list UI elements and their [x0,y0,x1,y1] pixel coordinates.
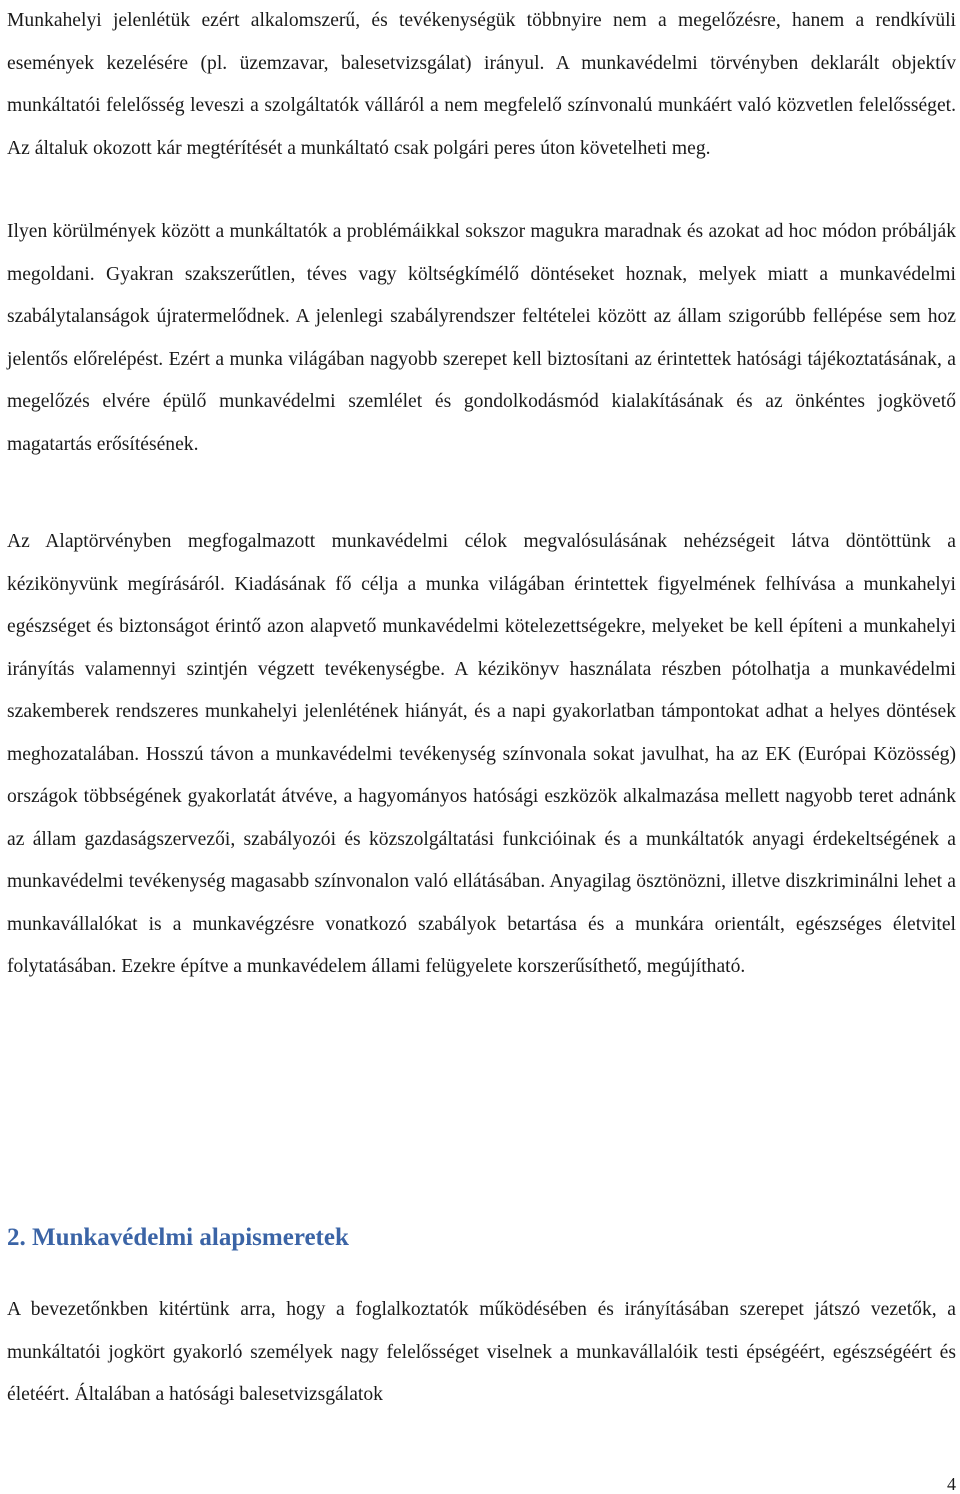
body-paragraph-2: Ilyen körülmények között a munkáltatók a problémáikkal sokszor magukra maradnak és azokat ad hoc módon próbálják megoldani. Gyakran szakszerűtlen, téves vagy költségkímélő döntéseket hoznak, melyek miatt a munkavédelmi szabálytalanságok újratermelődnek. A jelenlegi szabályrendszer feltételei között az állam szigorúbb fellépése sem hoz jelentős előrelépést. Ezért a munka világában nagyobb szerepet kell biztosítani az érintettek hatósági tájékoztatásának, a megelőzés elvére épülő munkavédelmi szemlélet és gondolkodásmód kialakításának és az önkéntes jogkövető magatartás erősítésének. [7,221,956,455]
page-number: 4 [947,1474,956,1494]
section-paragraph: A bevezetőnkben kitértünk arra, hogy a foglalkoztatók működésében és irányításában szerepet játszó vezetők, a munkáltatói jogkört gyakorló személyek nagy felelősséget viselnek a munkavállalóik testi épségéért, egészségéért és életéért. Általában a hatósági balesetvizsgálatok [7,1299,956,1405]
body-paragraph-3: Az Alaptörvényben megfogalmazott munkavédelmi célok megvalósulásának nehézségeit látva döntöttünk a kézikönyvünk megírásáról. Kiadásának fő célja a munka világában érintettek figyelmének felhívása a munkahelyi egészséget és biztonságot érintő azon alapvető munkavédelmi kötelezettségekre, melyeket be kell építeni a munkahelyi irányítás valamennyi szintjén végzett tevékenységbe. A kézikönyv használata részben pótolhatja a munkavédelmi szakemberek rendszeres munkahelyi jelenlétének hiányát, és a napi gyakorlatban támpontokat adhat a helyes döntések meghozatalában. Hosszú távon a munkavédelmi tevékenység színvonala sokat javulhat, ha az EK (Európai Közösség) országok többségének gyakorlatát átvéve, a hagyományos hatósági eszközök alkalmazása mellett nagyobb teret adnánk az állam gazdaságszervezői, szabályozói és közszolgáltatási funkcióinak és a munkáltatók anyagi érdekeltségének a munkavédelmi tevékenység magasabb színvonalon való ellátásában. Anyagilag ösztönözni, illetve diszkriminálni lehet a munkavállalókat is a munkavégzésre vonatkozó szabályok betartása és a munkára orientált, egészséges életvitel folytatásában. Ezekre építve a munkavédelem állami felügyelete korszerűsíthető, megújítható. [7,531,956,977]
section-heading: 2. Munkavédelmi alapismeretek [7,1224,349,1251]
body-paragraph-1: Munkahelyi jelenlétük ezért alkalomszerű, és tevékenységük többnyire nem a megelőzésre, hanem a rendkívüli események kezelésére (pl. üzemzavar, balesetvizsgálat) irányul. A munkavédelmi törvényben deklarált objektív munkáltatói felelősség leveszi a szolgáltatók válláról a nem megfelelő színvonalú munkáért való közvetlen felelősséget. Az általuk okozott kár megtérítését a munkáltató csak polgári peres úton követelheti meg. [7,10,956,159]
